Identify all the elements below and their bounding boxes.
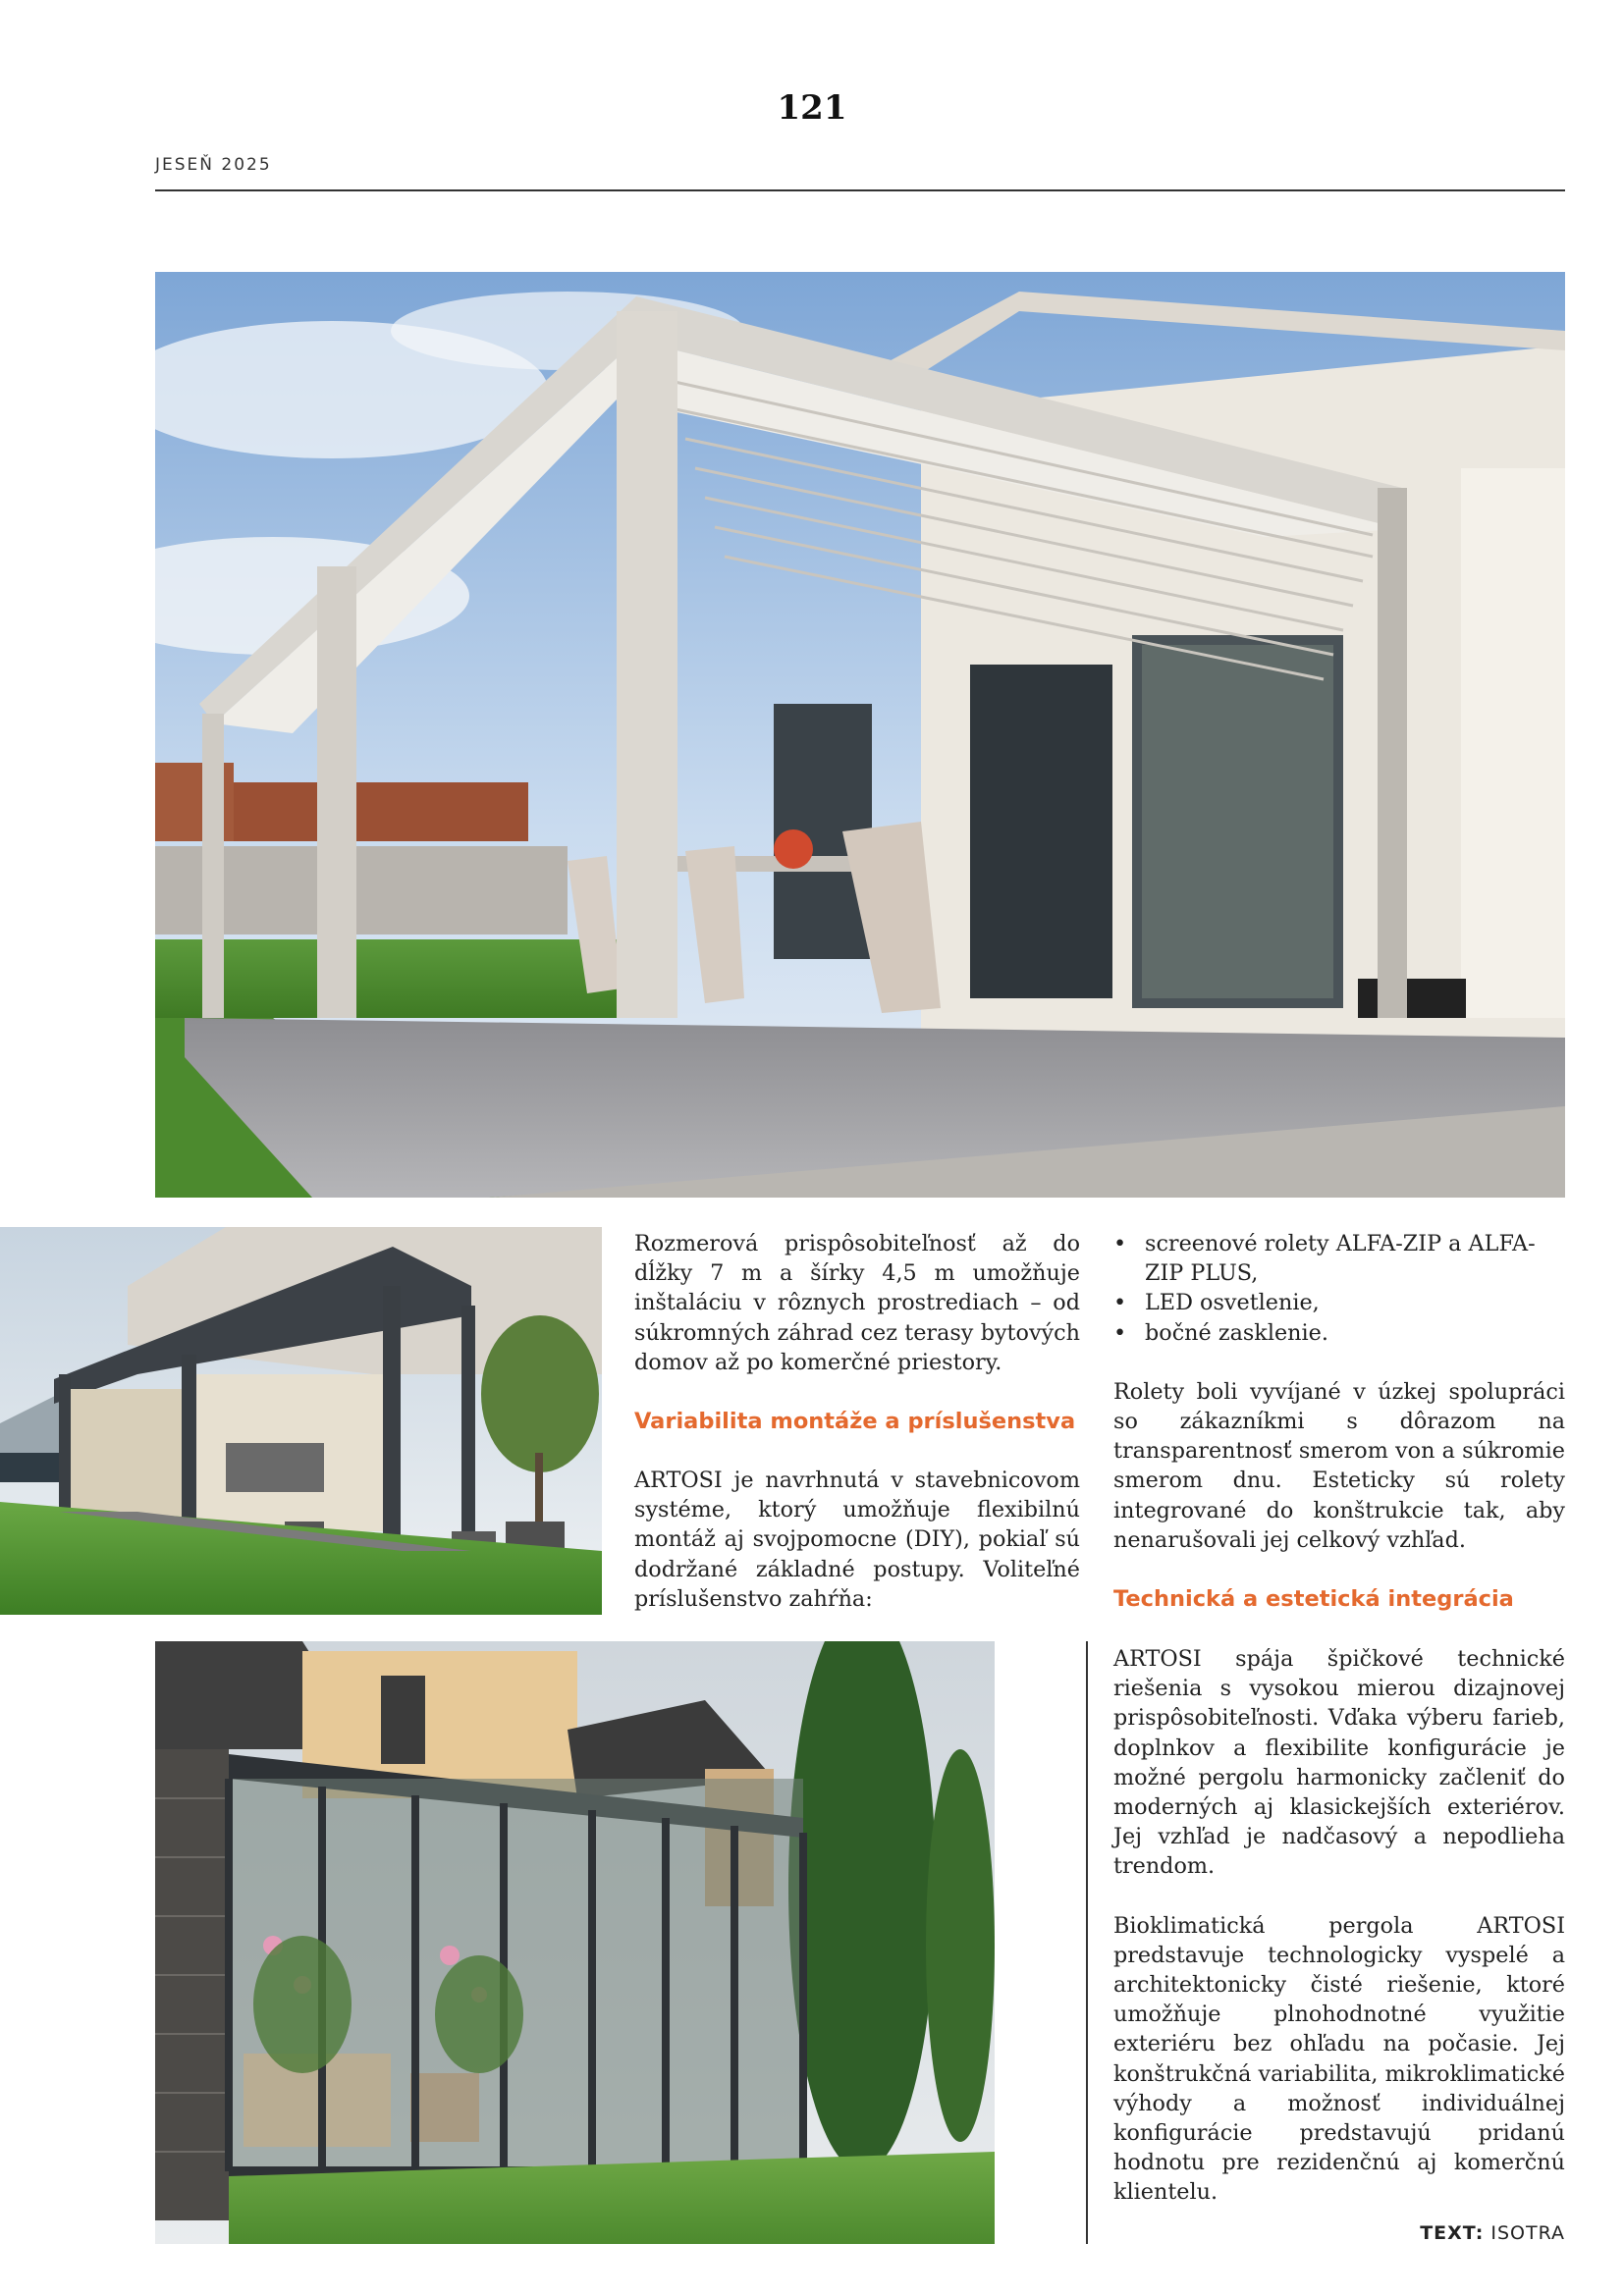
left-text-column — [634, 1229, 1080, 1614]
integracia-paragraph: ARTOSI spája špičkové technické riešenia s vysokou mierou dizajnovej prispôsobiteľnosti. Vďaka výberu farieb, doplnkov a flexibilite konfigurácie je možné pergolu harmonicky začleniť do moderných aj klasickejších exteriérov. Jej vzhľad je nadčasový a nepodlieha trendom. — [1113, 1646, 1565, 1880]
section-heading-montaz: Variabilita montáže a príslušenstva — [634, 1409, 1076, 1435]
pergola-dark-lawn-photo — [0, 1227, 602, 1615]
rolety-paragraph: Rolety boli vyvíjané v úzkej spolupráci so zákazníkmi s dôrazom na transparentnosť smerom von a súkromie smerom dnu. Esteticky sú rolety integrované do konštrukcie tak, aby nenarušovali jej celkový vzhľad. — [1113, 1378, 1565, 1553]
section-heading-integracia: Technická a estetická integrácia — [1113, 1586, 1514, 1613]
list-item: • screenové rolety ALFA-ZIP a ALFA-ZIP PLUS, — [1113, 1229, 1565, 1288]
list-item: • LED osvetlenie, — [1113, 1288, 1565, 1317]
credit-label: TEXT: — [1420, 2222, 1485, 2244]
list-item: • bočné zasklenie. — [1113, 1318, 1565, 1348]
column-divider — [1086, 1641, 1088, 2244]
right-text-column-top — [1113, 1229, 1565, 1614]
credit-value: ISOTRA — [1490, 2222, 1565, 2244]
issue-label: JESEŇ 2025 — [155, 155, 272, 175]
glass-enclosed-pergola-photo — [155, 1641, 995, 2244]
accessory-list — [1113, 1229, 1565, 1348]
page-number: 121 — [777, 88, 847, 128]
text-credit — [1420, 2222, 1565, 2244]
pergola-white-terrace-photo — [155, 272, 1565, 1198]
header-divider — [155, 189, 1565, 191]
summary-paragraph: Bioklimatická pergola ARTOSI predstavuje technologicky vyspelé a architektonicky čisté riešenie, ktoré umožňuje plnohodnotné využitie exteriéru bez ohľadu na počasie. Jej konštrukčná variabilita, mikroklimatické výhody a možnosť individuálnej konfigurácie predstavujú pridanú hodnotu pre rezidenčnú aj komerčnú klientelu. — [1113, 1912, 1565, 2206]
montaz-paragraph: ARTOSI je navrhnutá v stavebnicovom systéme, ktorý umožňuje flexibilnú montáž aj svojpomocne (DIY), pokiaľ sú dodržané základné postupy. Voliteľné príslušenstvo zahŕňa: — [634, 1468, 1080, 1612]
right-text-column-bottom — [1113, 1644, 1565, 2208]
intro-paragraph: Rozmerová prispôsobiteľnosť až do dĺžky 7 m a šírky 4,5 m umožňuje inštaláciu v rôznych prostrediach – od súkromných záhrad cez terasy bytových domov až po komerčné priestory. — [634, 1231, 1080, 1375]
